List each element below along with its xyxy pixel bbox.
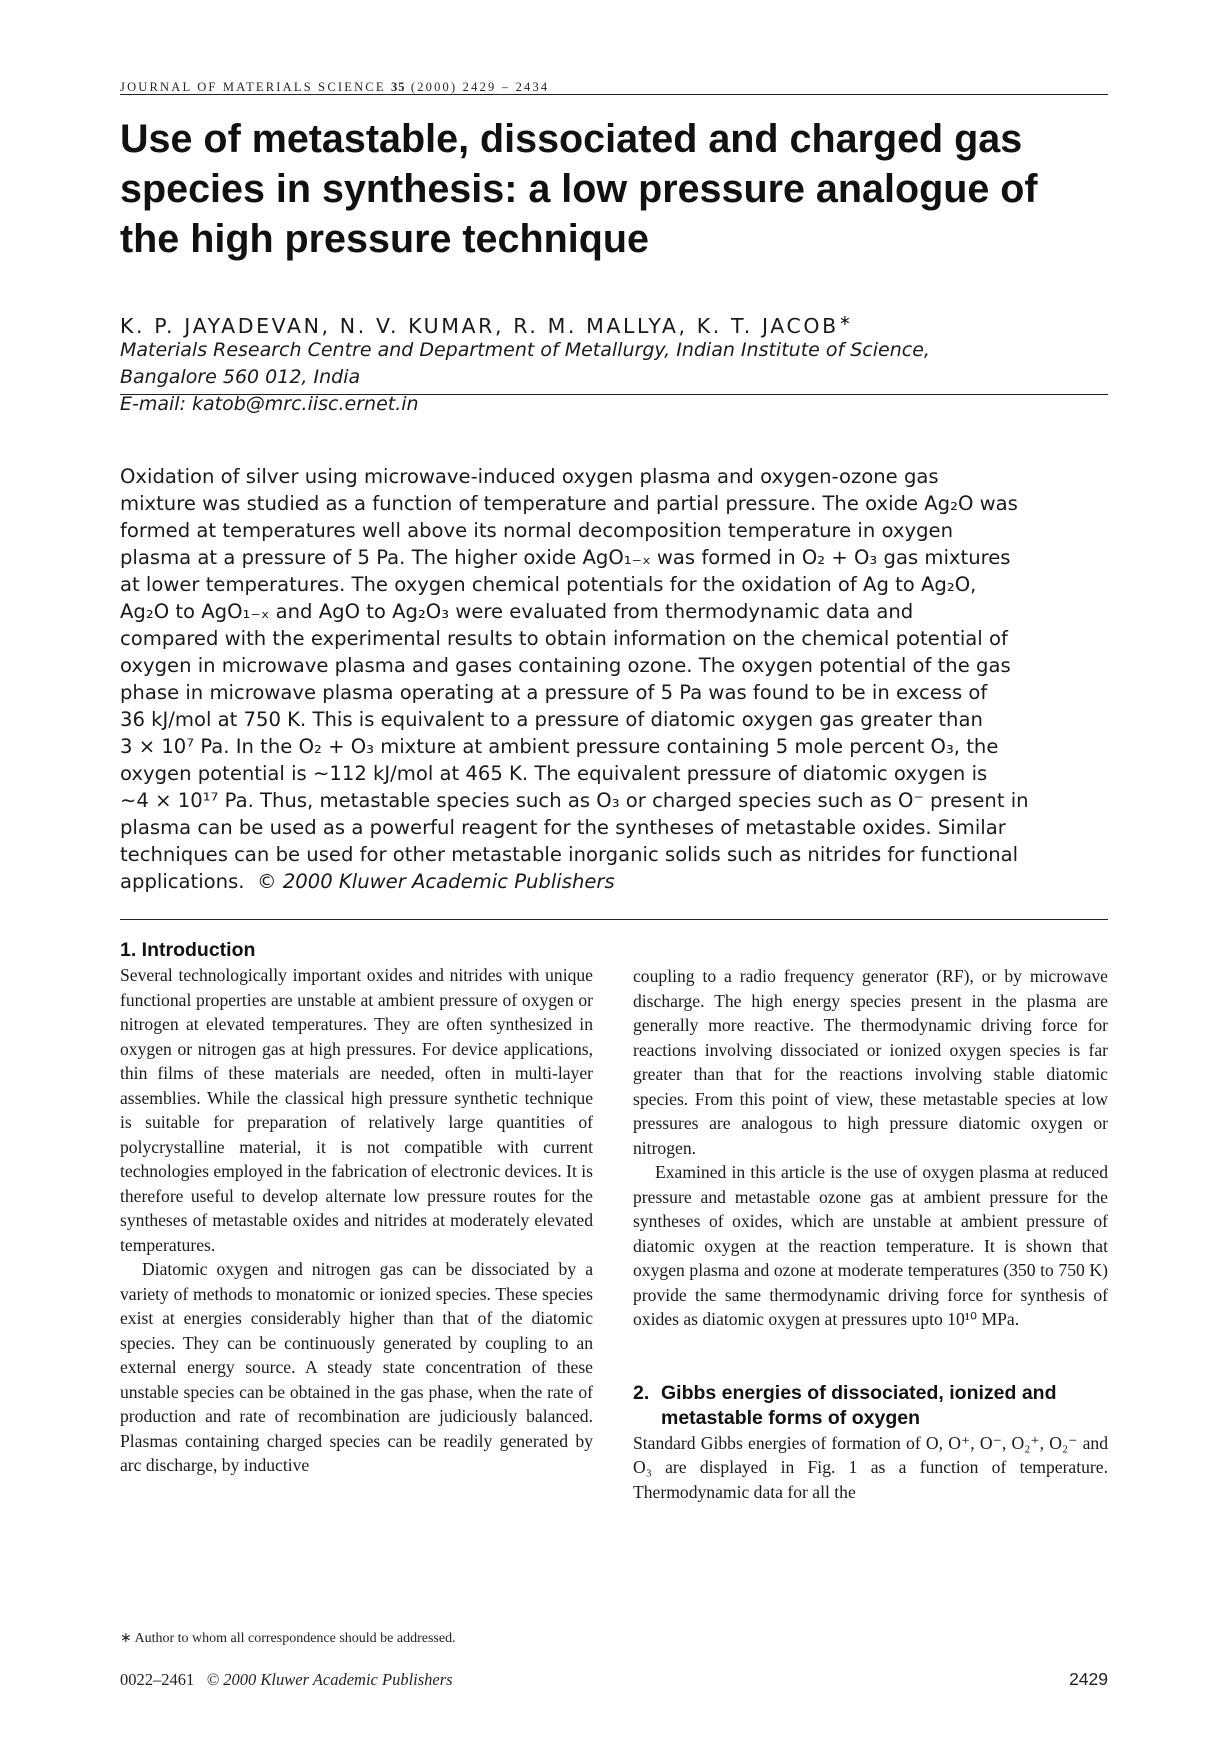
abstract-bottom-rule xyxy=(120,919,1108,920)
abstract-line: compared with the experimental results to obtain information on the chemical potential of xyxy=(120,627,1008,650)
abstract-copyright: © 2000 Kluwer Academic Publishers xyxy=(257,870,615,893)
section-heading-gibbs xyxy=(633,1381,1108,1431)
abstract-line: techniques can be used for other metastable inorganic solids such as nitrides for functional xyxy=(120,843,1019,866)
affiliation-line-2: Bangalore 560 012, India xyxy=(120,366,361,388)
authors-text: K. P. JAYADEVAN, N. V. KUMAR, R. M. MALLYA, K. T. JACOB xyxy=(120,314,839,338)
issn: 0022–2461 xyxy=(120,1670,195,1689)
page-number: 2429 xyxy=(1069,1669,1108,1689)
section-heading-line-1: Gibbs energies of dissociated, ionized and xyxy=(661,1381,1057,1404)
abstract-line: Oxidation of silver using microwave-induced oxygen plasma and oxygen-ozone gas xyxy=(120,465,939,488)
intro-paragraph-4: Examined in this article is the use of oxygen plasma at reduced pressure and metastable ozone gas at ambient pressure for the syntheses of oxides, which are unstable at ambient pressure of diatomic oxygen at the reaction temperature. It is shown that oxygen plasma and ozone at moderate temperatures (350 to 750 K) provide the same thermodynamic driving force for synthesis of oxides as diatomic oxygen at pressures upto 10¹⁰ MPa. xyxy=(633,1162,1108,1329)
abstract xyxy=(120,463,1110,895)
abstract-line: at lower temperatures. The oxygen chemical potentials for the oxidation of Ag to Ag₂O, xyxy=(120,573,977,596)
footer-publisher: © 2000 Kluwer Academic Publishers xyxy=(206,1670,453,1689)
author-list xyxy=(120,314,853,338)
journal-name: JOURNAL OF MATERIALS SCIENCE xyxy=(120,80,386,94)
affiliation xyxy=(120,337,1120,418)
right-column xyxy=(633,964,1108,1504)
intro-paragraph-2: Diatomic oxygen and nitrogen gas can be dissociated by a variety of methods to monatomic or ionized species. These species exist at energies considerably higher than that of the diatomic species. They can be continuously generated by coupling to an external energy source. A steady state concentration of these unstable species can be obtained in the gas phase, when the rate of production and rate of recombination are judiciously balanced. Plasmas containing charged species can be readily generated by arc discharge, by inductive xyxy=(120,1259,593,1475)
title-line-2: species in synthesis: a low pressure analogue of xyxy=(120,167,1038,211)
title-line-3: the high pressure technique xyxy=(120,217,649,261)
footnote: ∗ Author to whom all correspondence should be addressed. xyxy=(120,1631,456,1646)
abstract-line: 36 kJ/mol at 750 K. This is equivalent to a pressure of diatomic oxygen gas greater than xyxy=(120,708,983,731)
running-header xyxy=(120,80,1108,95)
section-heading-line-2: metastable forms of oxygen xyxy=(661,1406,920,1429)
abstract-line-last xyxy=(120,868,1110,895)
affiliation-line-1: Materials Research Centre and Department of Metallurgy, Indian Institute of Science, xyxy=(120,339,930,361)
left-column xyxy=(120,938,593,1478)
section-number: 2. xyxy=(633,1381,650,1404)
abstract-final-text: applications. xyxy=(120,870,245,893)
abstract-line: Ag₂O to AgO₁₋ₓ and AgO to Ag₂O₃ were evaluated from thermodynamic data and xyxy=(120,600,914,623)
journal-year-pages: (2000) 2429 – 2434 xyxy=(410,80,550,94)
gibbs-paragraph-1: Standard Gibbs energies of formation of O, O⁺, O⁻, O₂⁺, O₂⁻ and O₃ are displayed in Fig. 1 as a function of temperature. Thermodynamic data for all the xyxy=(633,1432,1108,1502)
abstract-line: phase in microwave plasma operating at a pressure of 5 Pa was found to be in excess of xyxy=(120,681,988,704)
article-title xyxy=(120,114,1110,264)
abstract-line: oxygen in microwave plasma and gases containing ozone. The oxygen potential of the gas xyxy=(120,654,1011,677)
abstract-line: 3 × 10⁷ Pa. In the O₂ + O₃ mixture at ambient pressure containing 5 mole percent O₃, the xyxy=(120,735,999,758)
section-heading-introduction: 1. Introduction xyxy=(120,939,256,961)
abstract-line: formed at temperatures well above its normal decomposition temperature in oxygen xyxy=(120,519,954,542)
author-email: E-mail: katob@mrc.iisc.ernet.in xyxy=(120,393,419,415)
abstract-line: mixture was studied as a function of temperature and partial pressure. The oxide Ag₂O was xyxy=(120,492,1018,515)
corresponding-author-mark: ∗ xyxy=(838,313,854,330)
header-rule xyxy=(120,94,1108,95)
intro-paragraph-3: coupling to a radio frequency generator (RF), or by microwave discharge. The high energy species present in the plasma are generally more reactive. The thermodynamic driving force for reactions involving dissociated or ionized oxygen species is far greater than that for the reactions involving stable diatomic species. From this point of view, these metastable species at low pressures are analogous to high pressure diatomic oxygen or nitrogen. xyxy=(633,966,1108,1158)
abstract-top-rule xyxy=(120,394,1108,395)
title-line-1: Use of metastable, dissociated and charged gas xyxy=(120,117,1023,161)
journal-volume: 35 xyxy=(391,80,406,94)
abstract-line: plasma can be used as a powerful reagent for the syntheses of metastable oxides. Similar xyxy=(120,816,1006,839)
intro-paragraph-1: Several technologically important oxides and nitrides with unique functional properties are unstable at ambient pressure of oxygen or nitrogen at elevated temperatures. They are often synthesized in oxygen or nitrogen gas at high pressures. For device applications, thin films of these materials are needed, often in multi-layer assemblies. While the classical high pressure synthetic technique is suitable for preparation of relatively large quantities of polycrystalline material, it is not compatible with current technologies employed in the fabrication of electronic devices. It is therefore useful to develop alternate low pressure routes for the syntheses of metastable oxides and nitrides at moderately elevated temperatures. xyxy=(120,965,593,1255)
abstract-line: ∼4 × 10¹⁷ Pa. Thus, metastable species such as O₃ or charged species such as O⁻ present in xyxy=(120,789,1029,812)
footer-issn-copyright xyxy=(120,1670,453,1690)
abstract-line: oxygen potential is ∼112 kJ/mol at 465 K. The equivalent pressure of diatomic oxygen is xyxy=(120,762,988,785)
abstract-line: plasma at a pressure of 5 Pa. The higher oxide AgO₁₋ₓ was formed in O₂ + O₃ gas mixtures xyxy=(120,546,1011,569)
